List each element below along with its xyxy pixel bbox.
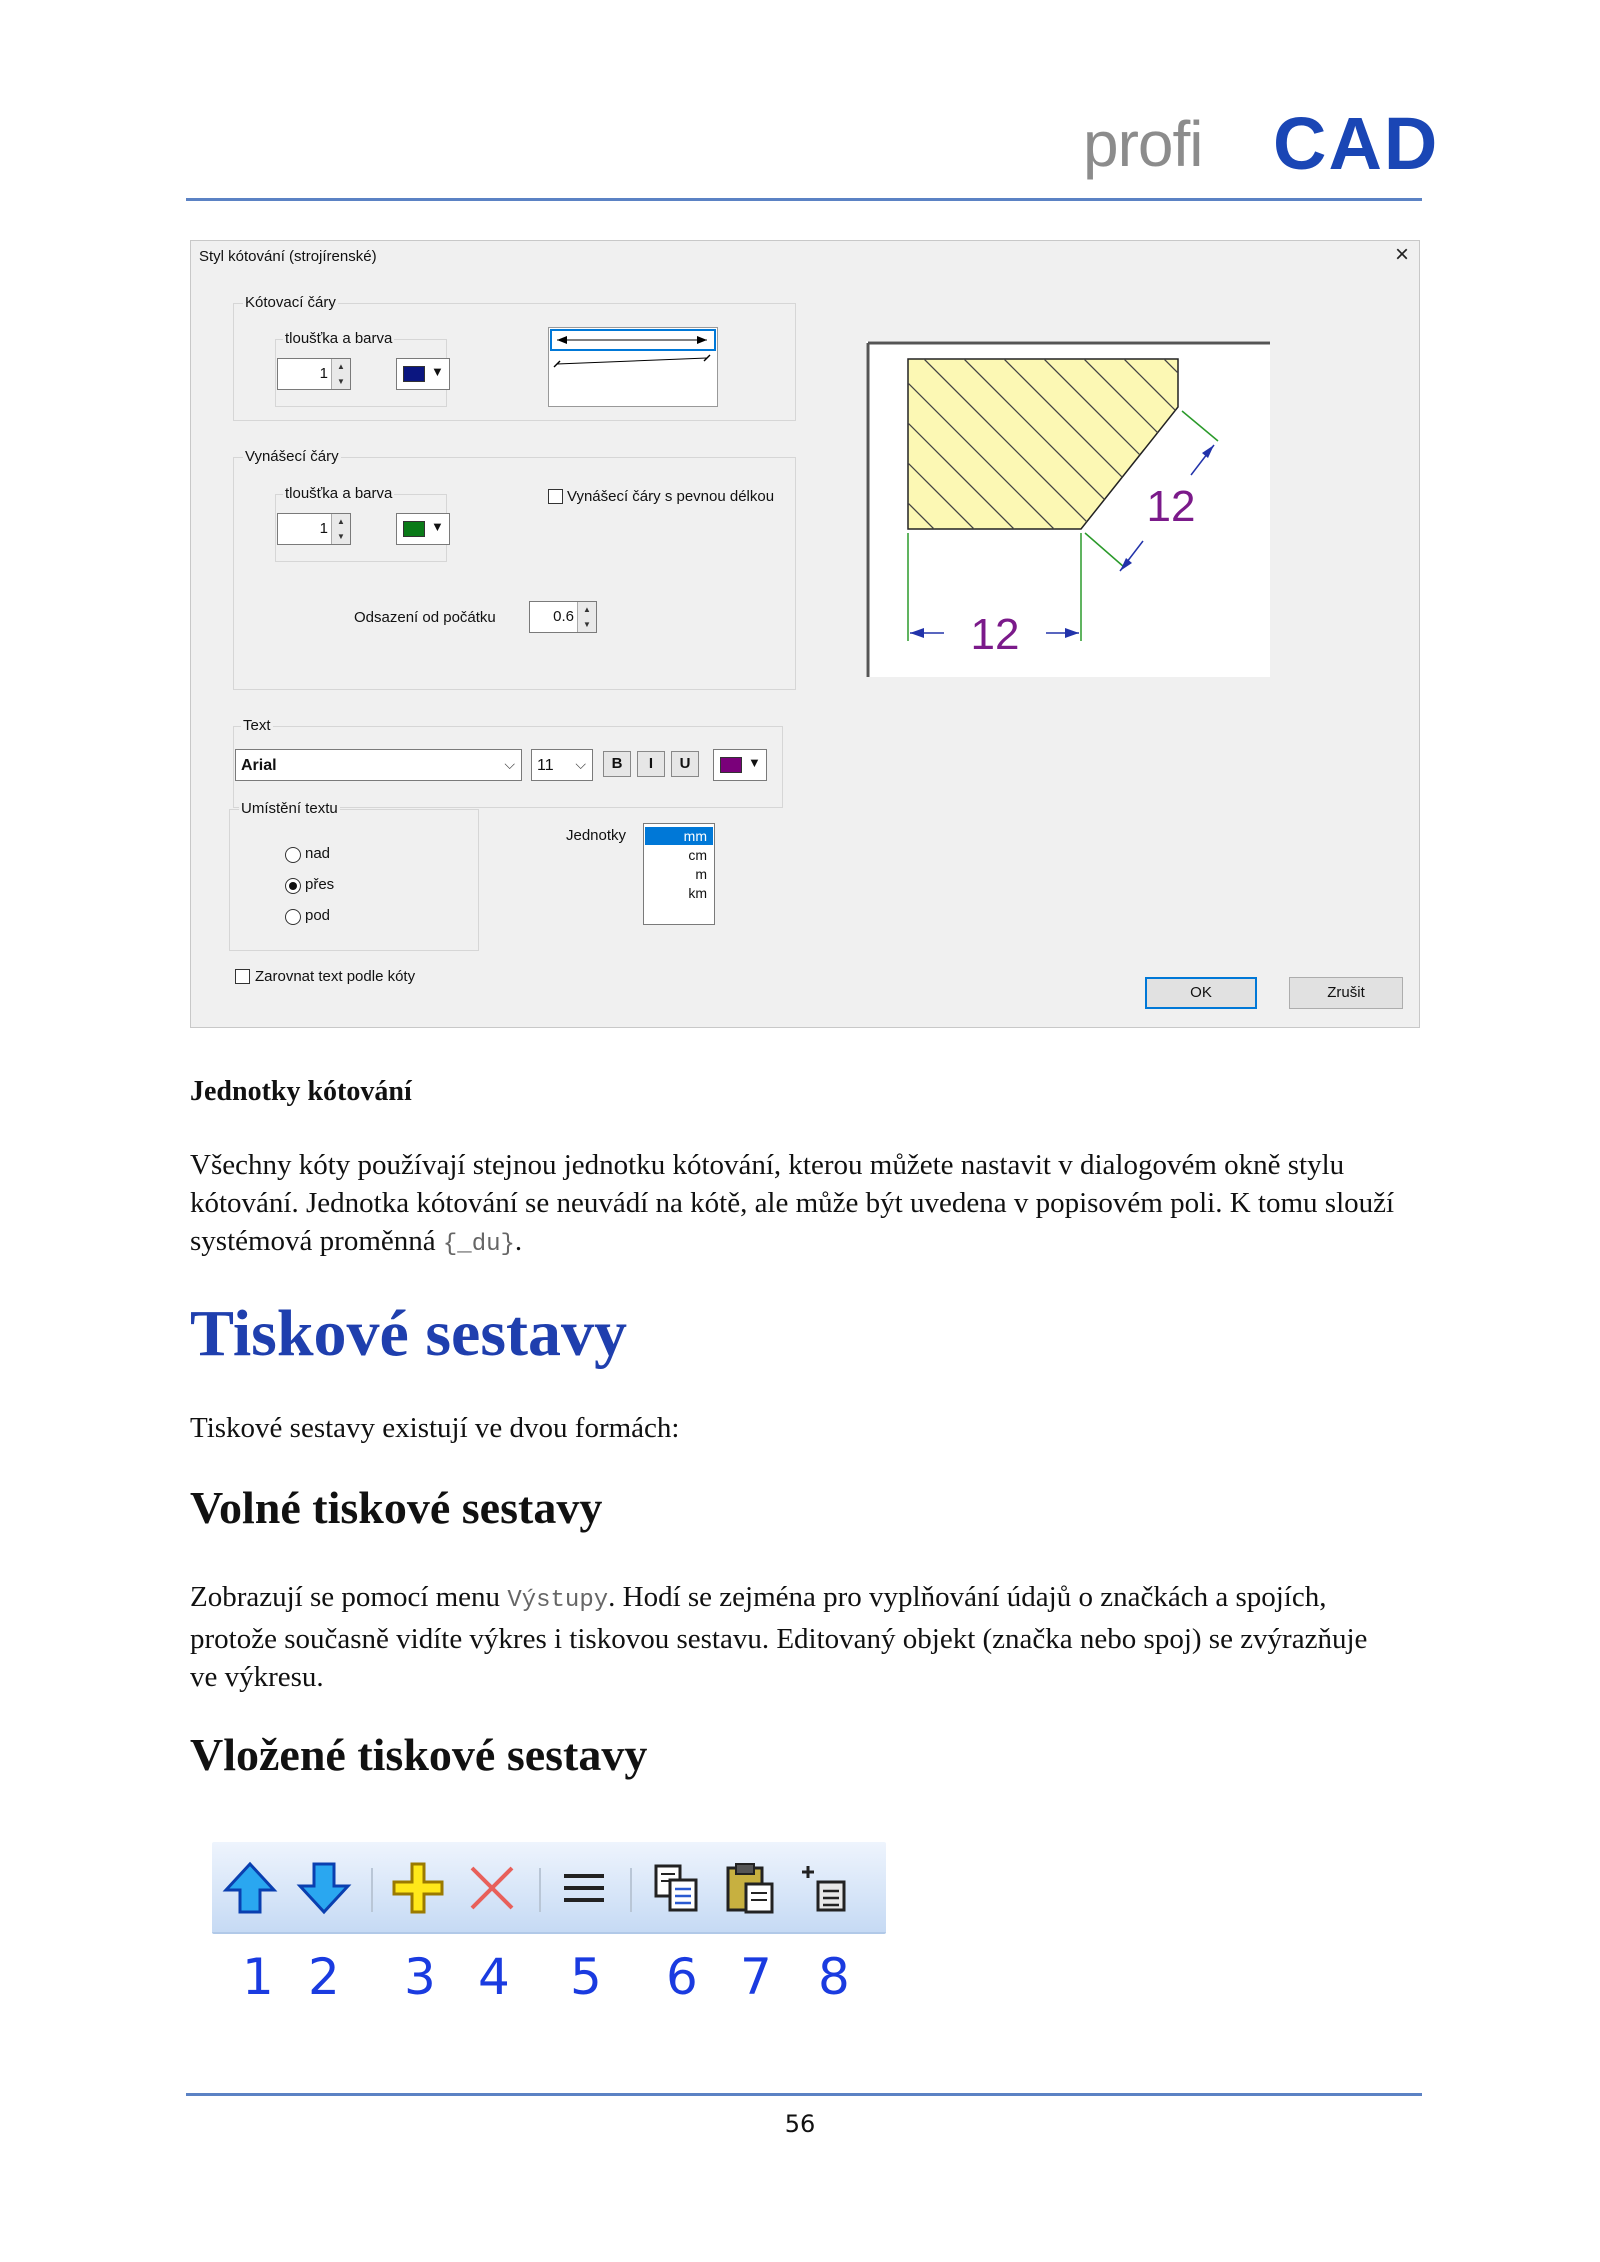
text-color-button[interactable] — [713, 749, 767, 781]
toolbar-number: 8 — [818, 1948, 850, 2006]
dropdown-arrow-icon: ▼ — [431, 364, 444, 379]
offset-label: Odsazení od počátku — [354, 609, 496, 626]
delete-icon[interactable] — [464, 1860, 520, 1916]
color-swatch — [720, 757, 742, 773]
dim-lines-thickness-label: tloušťka a barva — [285, 330, 393, 347]
units-listbox[interactable] — [643, 823, 715, 925]
dropdown-arrow-icon: ▼ — [748, 755, 761, 770]
placement-radio-pres[interactable] — [285, 878, 301, 894]
toolbar-separator — [630, 1868, 632, 1912]
units-option-m[interactable]: m — [695, 866, 707, 882]
font-select-value: Arial — [241, 757, 277, 774]
page-title: Tiskové sestavy — [190, 1297, 627, 1370]
close-icon[interactable]: × — [1394, 241, 1409, 268]
dialog-title: Styl kótování (strojírenské) — [199, 248, 377, 265]
preview-dim-angled: 12 — [1146, 482, 1196, 531]
ext-lines-color-button[interactable] — [396, 513, 450, 545]
dimension-preview — [866, 341, 1270, 677]
header-rule — [186, 198, 1422, 201]
chevron-down-icon: ⌵ — [504, 756, 515, 772]
toolbar-number: 2 — [308, 1948, 340, 2006]
arrow-down-icon[interactable] — [296, 1860, 352, 1916]
toolbar-number: 1 — [242, 1948, 274, 2006]
underline-button[interactable]: U — [671, 751, 699, 777]
offset-spinner[interactable] — [529, 601, 597, 633]
copy-icon[interactable] — [648, 1860, 704, 1916]
offset-value: 0.6 — [553, 608, 574, 625]
fixed-length-checkbox[interactable] — [548, 489, 563, 504]
section-heading-units: Jednotky kótování — [190, 1076, 412, 1107]
line-style-swatches — [549, 328, 717, 406]
add-icon[interactable] — [390, 1860, 446, 1916]
preview-drawing — [866, 341, 1270, 677]
dim-lines-group-label: Kótovací čáry — [245, 294, 336, 311]
system-variable-code: {_du} — [442, 1231, 515, 1258]
bold-button[interactable]: B — [603, 751, 631, 777]
spinner-arrows-icon[interactable]: ▲ ▼ — [577, 602, 596, 632]
fixed-length-label: Vynášecí čáry s pevnou délkou — [567, 488, 775, 505]
placement-radio-pod[interactable] — [285, 909, 301, 925]
paragraph-free-text-end: . Hodí se zejména pro vyplňování údajů o značkách a spojích, protože současně vidíte výkres i tiskovou sestavu. Editovaný objekt (značka nebo spoj) se zvýrazňuje ve výkresu. — [190, 1581, 1368, 1693]
logo-text-cad: CAD — [1273, 111, 1440, 181]
text-group-label: Text — [243, 717, 271, 734]
footer-rule — [186, 2093, 1422, 2096]
units-option-cm[interactable]: cm — [688, 847, 707, 863]
dim-lines-color-button[interactable] — [396, 358, 450, 390]
dim-lines-thickness-value: 1 — [319, 365, 328, 382]
report-toolbar — [212, 1842, 886, 1934]
ext-lines-group-label: Vynášecí čáry — [245, 448, 339, 465]
paragraph-units — [190, 1146, 1430, 1264]
ext-lines-thickness-value: 1 — [319, 520, 328, 537]
heading-free-reports: Volné tiskové sestavy — [190, 1482, 603, 1533]
dim-lines-thickness-spinner[interactable] — [277, 358, 351, 390]
paragraph-intro: Tiskové sestavy existují ve dvou formách: — [190, 1412, 680, 1444]
paste-icon[interactable] — [722, 1860, 778, 1916]
placement-label-nad: nad — [305, 845, 331, 862]
chevron-down-icon: ⌵ — [575, 756, 586, 772]
align-text-checkbox[interactable] — [235, 969, 250, 984]
italic-button[interactable]: I — [637, 751, 665, 777]
spinner-arrows-icon[interactable]: ▲ ▼ — [331, 359, 350, 389]
heading-embedded-reports: Vložené tiskové sestavy — [190, 1729, 648, 1780]
placement-radio-nad[interactable] — [285, 847, 301, 863]
ok-button[interactable]: OK — [1145, 977, 1257, 1009]
units-option-mm[interactable]: mm — [645, 827, 713, 845]
ext-lines-thickness-spinner[interactable] — [277, 513, 351, 545]
text-placement-label: Umístění textu — [241, 800, 338, 817]
paragraph-free-reports — [190, 1578, 1390, 1696]
lines-icon[interactable] — [556, 1860, 612, 1916]
color-swatch — [403, 366, 425, 382]
menu-name-code: Výstupy — [507, 1587, 609, 1614]
toolbar-number: 6 — [666, 1948, 698, 2006]
page-number: 56 — [784, 2110, 816, 2138]
logo-text-profi: profi — [1083, 108, 1203, 180]
units-option-km[interactable]: km — [688, 885, 707, 901]
ext-lines-thickness-label: tloušťka a barva — [285, 485, 393, 502]
logo-cad-mark — [1273, 111, 1493, 181]
toolbar-number: 4 — [478, 1948, 510, 2006]
dimension-style-dialog — [190, 240, 1420, 1028]
preview-dim-horizontal: 12 — [970, 610, 1020, 659]
placement-label-pod: pod — [305, 907, 331, 924]
toolbar-number: 7 — [740, 1948, 772, 2006]
toolbar-separator — [539, 1868, 541, 1912]
dim-line-style-preview[interactable] — [548, 327, 718, 407]
insert-icon[interactable] — [796, 1860, 852, 1916]
cancel-button[interactable]: Zrušit — [1289, 977, 1403, 1009]
color-swatch — [403, 521, 425, 537]
text-placement-group — [229, 809, 479, 951]
align-text-label: Zarovnat text podle kóty — [255, 968, 416, 985]
units-label: Jednotky — [566, 827, 627, 844]
placement-label-pres: přes — [305, 876, 335, 893]
paragraph-free-text: Zobrazují se pomocí menu — [190, 1581, 508, 1613]
toolbar-number: 3 — [404, 1948, 436, 2006]
toolbar-separator — [371, 1868, 373, 1912]
toolbar-number: 5 — [570, 1948, 602, 2006]
font-select[interactable] — [235, 749, 522, 781]
paragraph-units-end: . — [514, 1225, 523, 1257]
font-size-value: 11 — [537, 757, 554, 774]
dropdown-arrow-icon: ▼ — [431, 519, 444, 534]
spinner-arrows-icon[interactable]: ▲ ▼ — [331, 514, 350, 544]
paragraph-units-text: Všechny kóty používají stejnou jednotku kótování, kterou můžete nastavit v dialogovém okně stylu kótování. Jednotka kótování se neuvádí na kótě, ale může být uvedena v popisovém poli. K tomu slouží systémová proměnná — [190, 1149, 1395, 1257]
font-size-select[interactable] — [531, 749, 593, 781]
arrow-up-icon[interactable] — [222, 1860, 278, 1916]
